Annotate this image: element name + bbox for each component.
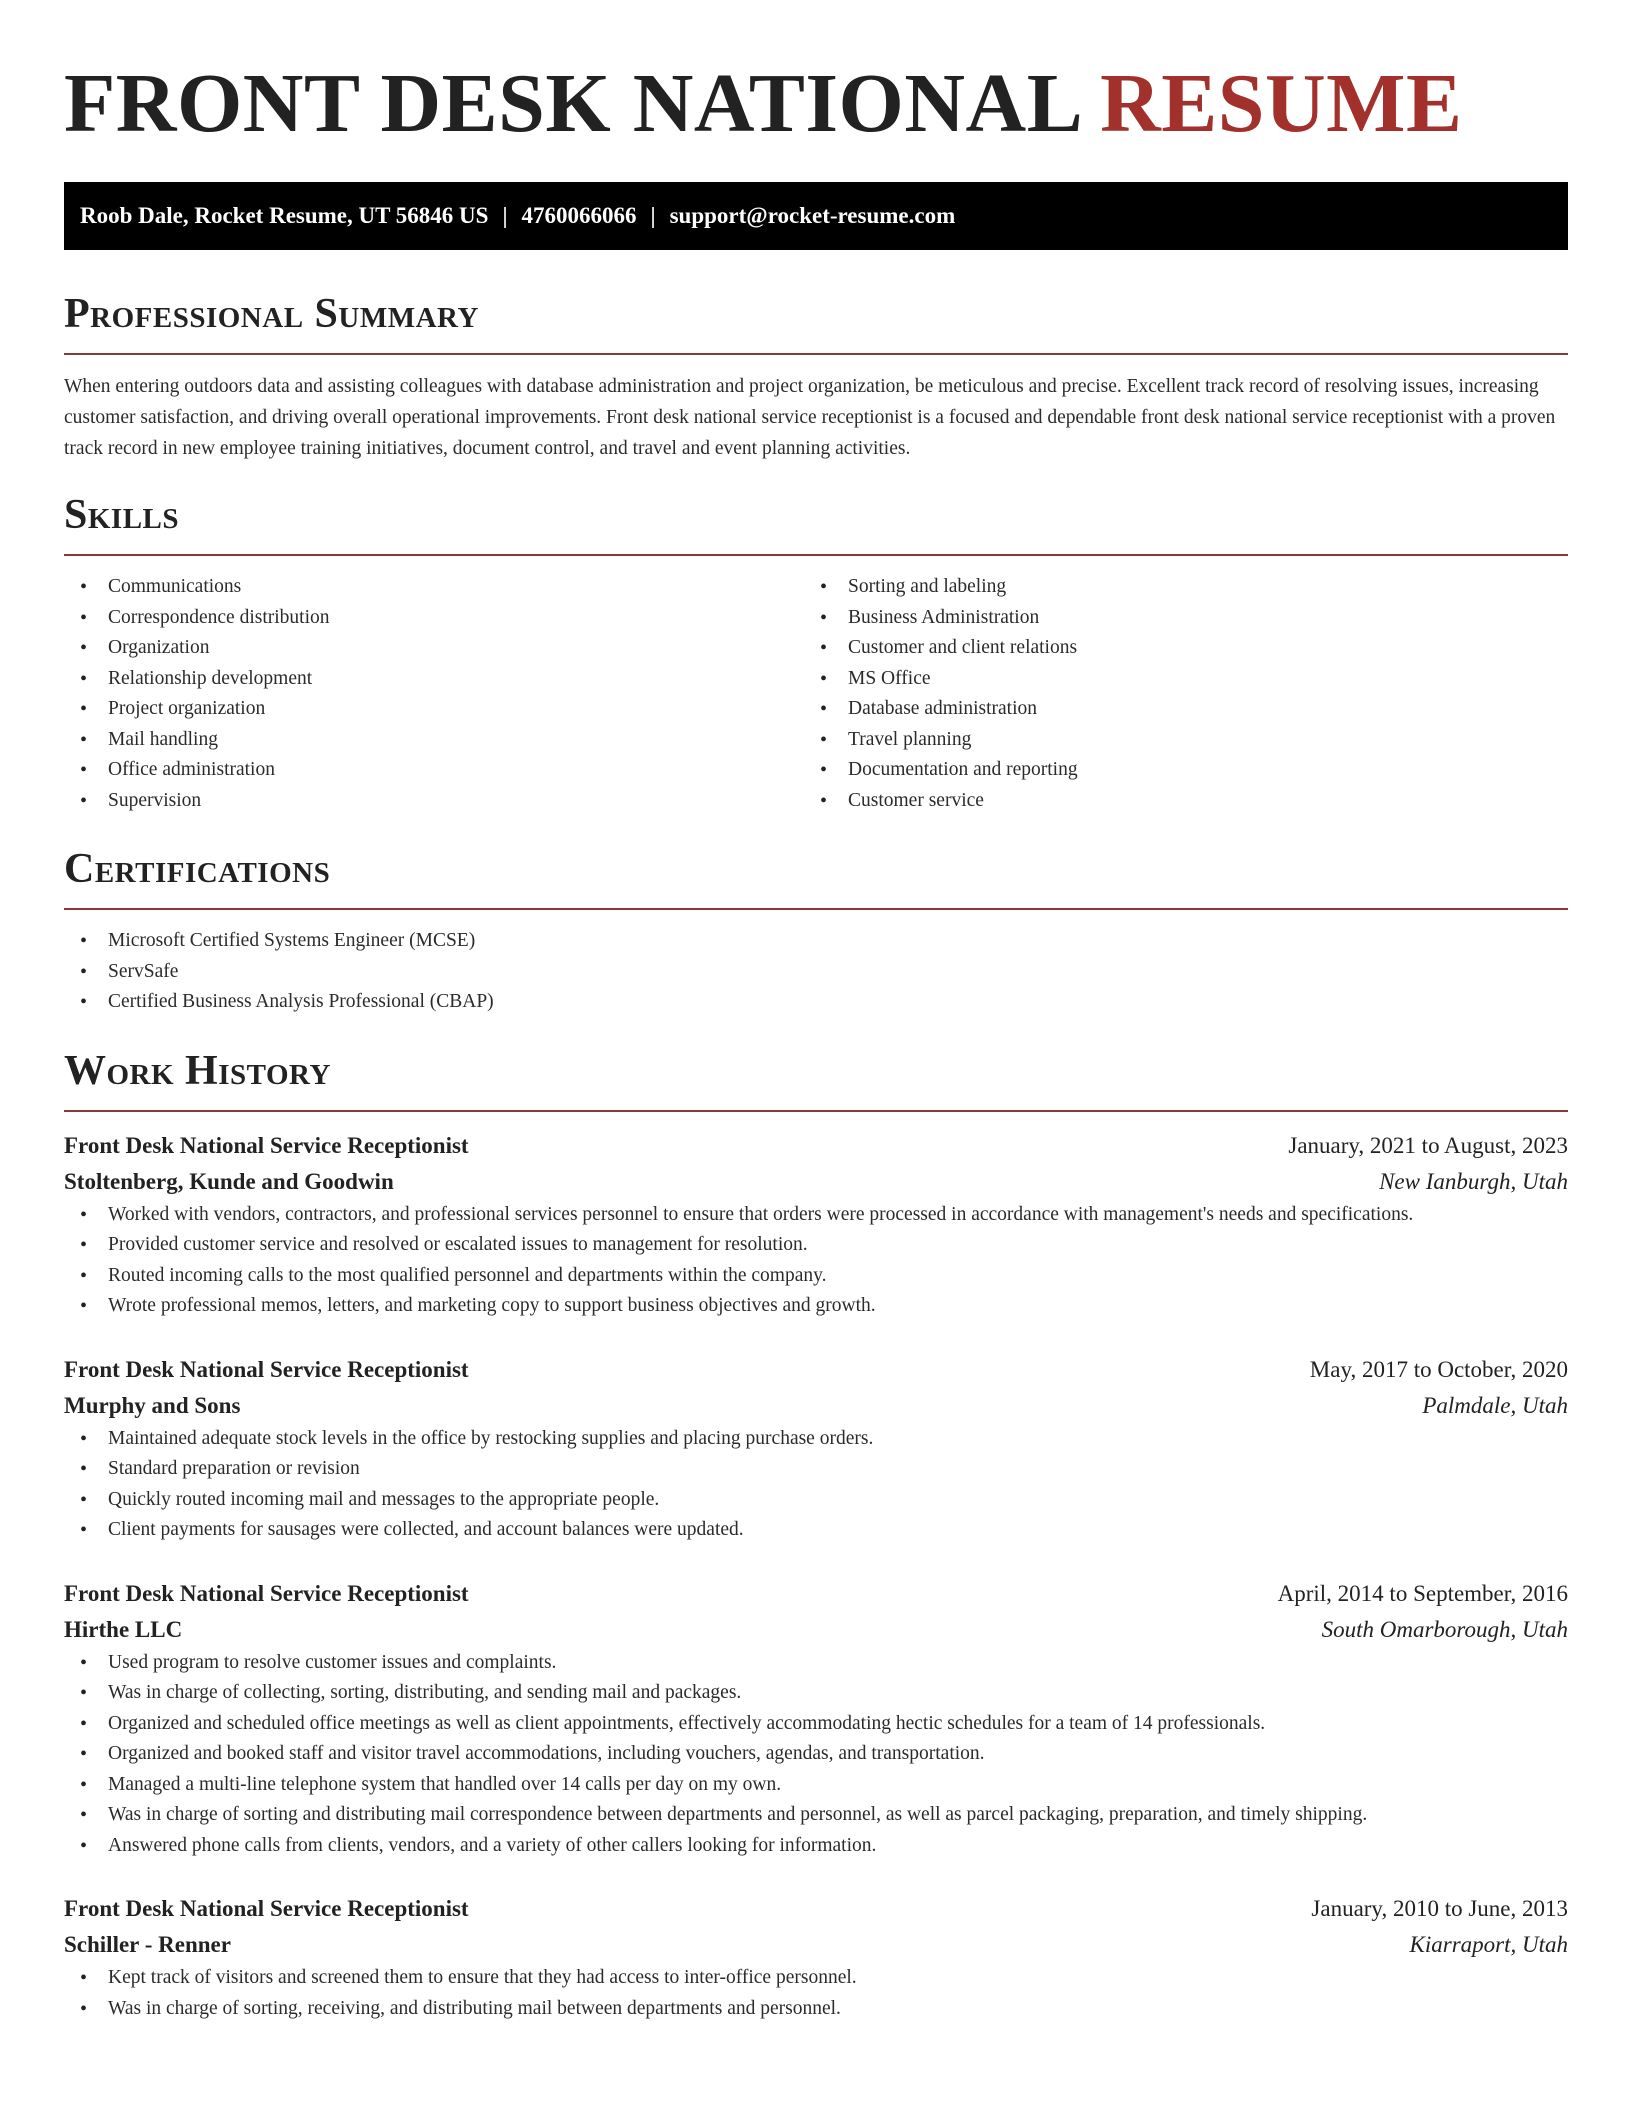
skill-item: • MS Office [804, 664, 1544, 695]
job-location: New Ianburgh, Utah [1379, 1168, 1568, 1194]
job-dates: April, 2014 to September, 2016 [1277, 1580, 1568, 1606]
certifications-section [64, 844, 1568, 1018]
job-duties [64, 1200, 1568, 1322]
contact-phone[interactable]: 4760066066 [521, 203, 637, 228]
certification-item: • ServSafe [64, 957, 1568, 988]
job-location: Kiarraport, Utah [1409, 1932, 1568, 1957]
job-company: Stoltenberg, Kunde and Goodwin [64, 1168, 394, 1194]
skill-item: • Organization [64, 633, 804, 664]
skill-item: • Business Administration [804, 603, 1544, 634]
job-duty: • Organized and booked staff and visitor travel accommodations, including vouchers, agendas, and transportation. [64, 1739, 1568, 1770]
summary-text: When entering outdoors data and assisting colleagues with database administration and project organization, be meticulous and precise. Excellent track record of resolving issues, increasing customer satisfaction, and driving overall operational improvements. Front desk national service receptionist is a focused and dependable front desk national service receptionist with a proven track record in new employee training initiatives, document control, and travel and event planning activities. [64, 376, 1556, 459]
skill-item: • Customer service [804, 786, 1544, 817]
title-main: FRONT DESK NATIONAL [64, 57, 1079, 150]
job-location: Palmdale, Utah [1422, 1392, 1568, 1418]
skill-item: • Database administration [804, 694, 1544, 725]
job-duty: • Quickly routed incoming mail and messages to the appropriate people. [64, 1485, 1568, 1516]
skills-grid [64, 572, 1568, 816]
skill-item: • Correspondence distribution [64, 603, 804, 634]
title-accent: RESUME [1100, 57, 1463, 150]
skill-item: • Mail handling [64, 725, 804, 756]
job-company: Murphy and Sons [64, 1392, 241, 1418]
section-divider [64, 353, 1568, 355]
job-company: Hirthe LLC [64, 1616, 183, 1642]
job-duty: • Kept track of visitors and screened them to ensure that they had access to inter-office personnel. [64, 1963, 1568, 1994]
job-header [64, 1128, 1568, 1164]
contact-email[interactable]: support@rocket-resume.com [669, 203, 956, 228]
job-location: South Omarborough, Utah [1321, 1616, 1568, 1642]
job-entry [64, 1128, 1568, 1322]
job-dates: May, 2017 to October, 2020 [1309, 1356, 1568, 1382]
contact-address: Roob Dale, Rocket Resume, UT 56846 US [80, 203, 489, 228]
job-duty: • Client payments for sausages were collected, and account balances were updated. [64, 1515, 1568, 1546]
job-entry [64, 1891, 1568, 2024]
job-entry [64, 1576, 1568, 1862]
job-company: Schiller - Renner [64, 1932, 231, 1957]
job-duty: • Worked with vendors, contractors, and professional services personnel to ensure that orders were processed in accordance with management's needs and specifications. [64, 1200, 1568, 1231]
job-duty: • Was in charge of sorting and distributing mail correspondence between departments and personnel, as well as parcel packaging, preparation, and timely shipping. [64, 1800, 1568, 1831]
skill-item: • Office administration [64, 755, 804, 786]
job-duty: • Wrote professional memos, letters, and marketing copy to support business objectives and growth. [64, 1291, 1568, 1322]
job-duty: • Used program to resolve customer issues and complaints. [64, 1648, 1568, 1679]
job-duties [64, 1424, 1568, 1546]
job-dates: January, 2021 to August, 2023 [1288, 1132, 1568, 1158]
job-duties [64, 1963, 1568, 2024]
job-title: Front Desk National Service Receptionist [64, 1896, 469, 1921]
skill-item: • Supervision [64, 786, 804, 817]
section-divider [64, 554, 1568, 556]
work-history-heading: Work History [64, 1047, 331, 1094]
job-header [64, 1576, 1568, 1612]
job-title: Front Desk National Service Receptionist [64, 1580, 469, 1606]
job-duty: • Answered phone calls from clients, vendors, and a variety of other callers looking for information. [64, 1831, 1568, 1862]
contact-bar [64, 182, 1568, 250]
work-history-section [64, 1046, 1568, 2025]
job-duty: • Provided customer service and resolved or escalated issues to management for resolution. [64, 1230, 1568, 1261]
job-duty: • Organized and scheduled office meetings as well as client appointments, effectively accommodating hectic schedules for a team of 14 professionals. [64, 1709, 1568, 1740]
skill-item: • Project organization [64, 694, 804, 725]
summary-heading: Professional Summary [64, 291, 479, 337]
job-subheader [64, 1927, 1568, 1963]
job-duty: • Was in charge of sorting, receiving, and distributing mail between departments and personnel. [64, 1994, 1568, 2025]
skill-item: • Relationship development [64, 664, 804, 695]
resume-title [64, 0, 1568, 152]
summary-section [64, 289, 1568, 464]
job-duty: • Standard preparation or revision [64, 1454, 1568, 1485]
job-subheader [64, 1388, 1568, 1424]
job-dates: January, 2010 to June, 2013 [1311, 1896, 1568, 1921]
skill-item: • Communications [64, 572, 804, 603]
skill-item: • Travel planning [804, 725, 1544, 756]
job-header [64, 1352, 1568, 1388]
job-duty: • Maintained adequate stock levels in the office by restocking supplies and placing purchase orders. [64, 1424, 1568, 1455]
job-duty: • Was in charge of collecting, sorting, distributing, and sending mail and packages. [64, 1678, 1568, 1709]
job-entry [64, 1352, 1568, 1546]
certification-item: • Certified Business Analysis Professional (CBAP) [64, 987, 1568, 1018]
skills-list-right [804, 572, 1544, 816]
skill-item: • Customer and client relations [804, 633, 1544, 664]
skills-section [64, 490, 1568, 816]
section-divider [64, 1110, 1568, 1112]
job-subheader [64, 1164, 1568, 1200]
certifications-heading: Certifications [64, 846, 331, 892]
job-title: Front Desk National Service Receptionist [64, 1356, 469, 1382]
skills-heading: Skills [64, 492, 180, 538]
skill-item: • Documentation and reporting [804, 755, 1544, 786]
job-duty: • Managed a multi-line telephone system that handled over 14 calls per day on my own. [64, 1770, 1568, 1801]
skills-list-left [64, 572, 804, 816]
section-divider [64, 908, 1568, 910]
job-duty: • Routed incoming calls to the most qualified personnel and departments within the company. [64, 1261, 1568, 1292]
contact-separator: | [502, 203, 508, 228]
job-subheader [64, 1612, 1568, 1648]
certifications-list [64, 926, 1568, 1018]
job-duties [64, 1648, 1568, 1862]
contact-separator: | [650, 203, 656, 228]
job-header [64, 1891, 1568, 1927]
certification-item: • Microsoft Certified Systems Engineer (MCSE) [64, 926, 1568, 957]
job-title: Front Desk National Service Receptionist [64, 1132, 469, 1158]
skill-item: • Sorting and labeling [804, 572, 1544, 603]
